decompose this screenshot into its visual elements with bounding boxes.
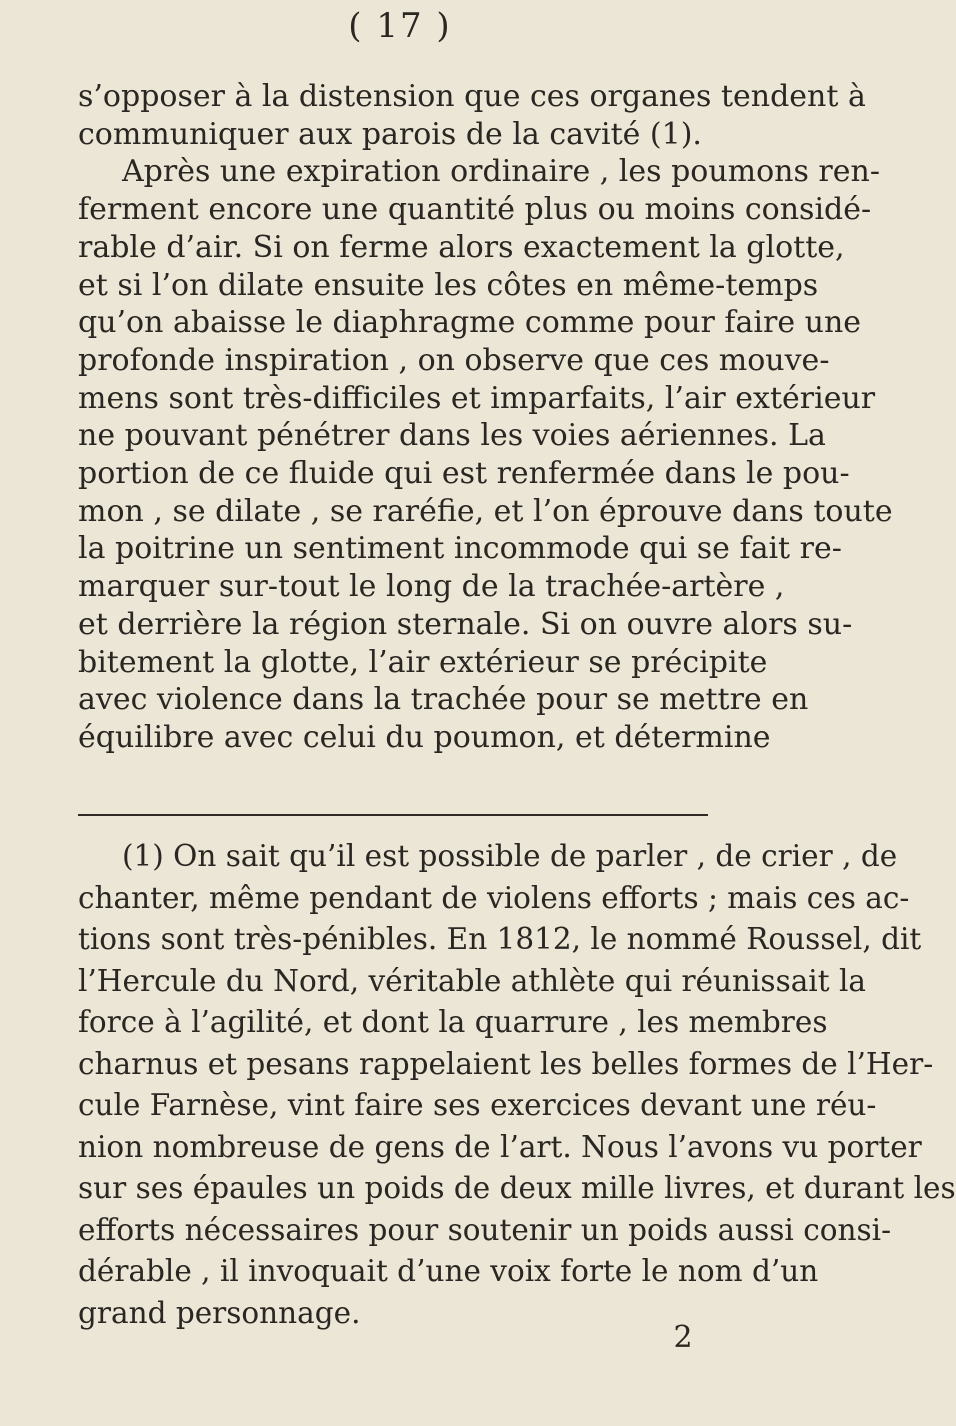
text-line: qu’on abaisse le diaphragme comme pour faire une [78, 305, 862, 340]
text-line: et derrière la région sternale. Si on ouvre alors su- [78, 607, 853, 642]
text-line: ferment encore une quantité plus ou moins considé- [78, 192, 872, 227]
text-line: profonde inspiration , on observe que ces mouve- [78, 343, 830, 378]
footnote-line: efforts nécessaires pour soutenir un poids aussi consi- [78, 1213, 892, 1247]
text-line: la poitrine un sentiment incommode qui se fait re- [78, 531, 842, 566]
text-line: portion de ce fluide qui est renfermée dans le pou- [78, 456, 850, 491]
text-line: mens sont très-difficiles et imparfaits, l’air extérieur [78, 381, 876, 416]
footnote-line: force à l’agilité, et dont la quarrure , les membres [78, 1005, 828, 1039]
text-line: communiquer aux parois de la cavité (1). [78, 117, 702, 152]
text-line: Après une expiration ordinaire , les poumons ren- [122, 154, 880, 189]
footnote-line: tions sont très-pénibles. En 1812, le nommé Roussel, dit [78, 922, 922, 956]
text-line: rable d’air. Si on ferme alors exactement la glotte, [78, 230, 845, 265]
footnote-line: chanter, même pendant de violens efforts ; mais ces ac- [78, 881, 910, 915]
footnote-line: (1) On sait qu’il est possible de parler , de crier , de [122, 839, 898, 873]
footnote-line: cule Farnèse, vint faire ses exercices devant une réu- [78, 1088, 877, 1122]
page-number: ( 17 ) [348, 6, 452, 46]
text-line: équilibre avec celui du poumon, et détermine [78, 720, 771, 755]
footnote-line: nion nombreuse de gens de l’art. Nous l’avons vu porter [78, 1130, 922, 1164]
footnote-rule [78, 814, 708, 816]
text-line: et si l’on dilate ensuite les côtes en même-temps [78, 268, 819, 303]
text-line: mon , se dilate , se raréfie, et l’on éprouve dans toute [78, 494, 893, 529]
text-line: s’opposer à la distension que ces organes tendent à [78, 79, 866, 114]
footnote-line: l’Hercule du Nord, véritable athlète qui réunissait la [78, 964, 866, 998]
text-line: marquer sur-tout le long de la trachée-artère , [78, 569, 785, 604]
footnote-line: sur ses épaules un poids de deux mille livres, et durant les [78, 1171, 956, 1205]
footnote-line: grand personnage. [78, 1296, 361, 1330]
text-line: ne pouvant pénétrer dans les voies aériennes. La [78, 418, 826, 453]
footnote-line: charnus et pesans rappelaient les belles formes de l’Her- [78, 1047, 934, 1081]
footnote-line: dérable , il invoquait d’une voix forte le nom d’un [78, 1254, 819, 1288]
signature-mark: 2 [673, 1320, 693, 1355]
text-line: avec violence dans la trachée pour se mettre en [78, 682, 809, 717]
text-line: bitement la glotte, l’air extérieur se précipite [78, 645, 768, 680]
